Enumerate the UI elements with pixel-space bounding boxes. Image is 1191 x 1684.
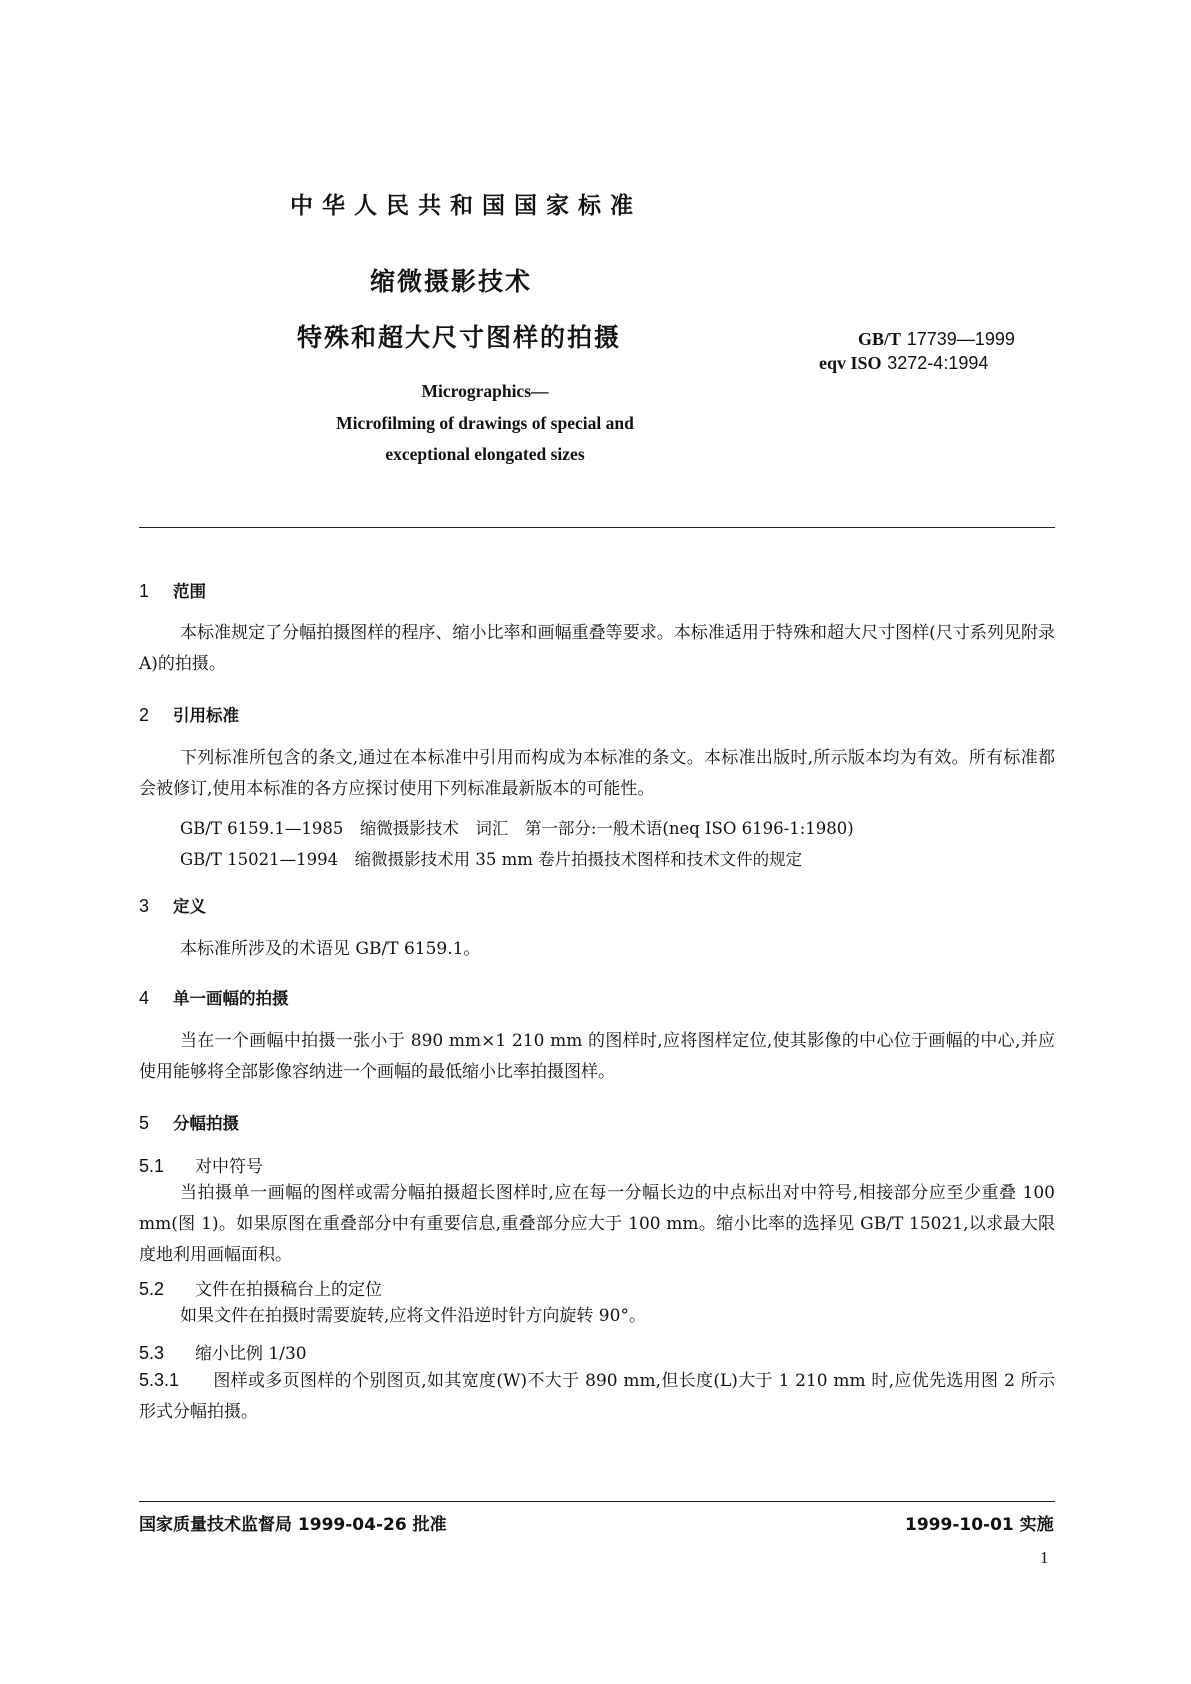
subsection-title: 对中符号 xyxy=(195,1157,263,1177)
standard-code-prefix: GB/T xyxy=(858,329,902,349)
reference-standard-1: GB/T 6159.1—1985 缩微摄影技术 词汇 第一部分:一般术语(neq ISO 6196-1:1980) xyxy=(180,819,854,838)
section-4-heading xyxy=(139,985,289,1009)
document-title-line1: 缩微摄影技术 xyxy=(370,267,533,296)
subsection-text: 图样或多页图样的个别图页,如其宽度(W)不大于 890 mm,但长度(L)大于 1 210 mm 时,应优先选用图 2 所示形式分幅拍摄。 xyxy=(139,1371,1055,1422)
section-title: 定义 xyxy=(173,897,206,916)
section-2-paragraph: 下列标准所包含的条文,通过在本标准中引用而构成为本标准的条文。本标准出版时,所示版本均为有效。所有标准都会被修订,使用本标准的各方应探讨使用下列标准最新版本的可能性。 xyxy=(139,748,1055,799)
section-1-heading xyxy=(139,578,206,602)
subsection-5-3-heading xyxy=(139,1339,307,1364)
english-title-line2: Microfilming of drawings of special and xyxy=(336,413,634,433)
subsection-5-2-paragraph: 如果文件在拍摄时需要旋转,应将文件沿逆时针方向旋转 90°。 xyxy=(180,1306,646,1326)
header-divider xyxy=(139,527,1055,528)
effective-date: 1999-10-01 实施 xyxy=(905,1515,1054,1535)
section-title: 分幅拍摄 xyxy=(173,1114,239,1133)
equivalent-code xyxy=(819,353,988,374)
section-title: 引用标准 xyxy=(173,706,239,725)
equivalent-code-prefix: eqv ISO xyxy=(819,353,882,373)
english-title-line1: Micrographics— xyxy=(421,381,549,401)
section-title: 范围 xyxy=(173,582,206,601)
section-number: 3 xyxy=(139,896,150,916)
section-3-heading xyxy=(139,893,206,917)
subsection-5-2-heading xyxy=(139,1275,382,1300)
subsection-number: 5.2 xyxy=(139,1279,165,1299)
footer-divider xyxy=(139,1501,1055,1502)
section-number: 1 xyxy=(139,581,150,601)
approval-date: 国家质量技术监督局 1999-04-26 批准 xyxy=(139,1515,447,1535)
section-number: 4 xyxy=(139,988,150,1008)
subsection-5-1-heading xyxy=(139,1152,263,1177)
national-standard-heading: 中华人民共和国国家标准 xyxy=(290,193,642,219)
equivalent-code-number: 3272-4:1994 xyxy=(887,353,989,373)
section-3-paragraph: 本标准所涉及的术语见 GB/T 6159.1。 xyxy=(180,939,481,959)
subsection-number: 5.3 xyxy=(139,1343,165,1363)
subsection-number: 5.1 xyxy=(139,1156,165,1176)
subsection-title: 文件在拍摄稿台上的定位 xyxy=(195,1280,382,1300)
section-4-paragraph: 当在一个画幅中拍摄一张小于 890 mm×1 210 mm 的图样时,应将图样定位,使其影像的中心位于画幅的中心,并应使用能够将全部影像容纳进一个画幅的最低缩小比率拍摄图样。 xyxy=(139,1031,1055,1082)
section-5-heading xyxy=(139,1110,239,1134)
standard-code xyxy=(858,329,1015,350)
subsection-5-1-paragraph: 当拍摄单一画幅的图样或需分幅拍摄超长图样时,应在每一分幅长边的中点标出对中符号,相接部分应至少重叠 100 mm(图 1)。如果原图在重叠部分中有重要信息,重叠部分应大于 100 mm。缩小比率的选择见 GB/T 15021,以求最大限度地利用画幅面积。 xyxy=(139,1183,1055,1265)
subsection-number: 5.3.1 xyxy=(139,1370,180,1390)
section-title: 单一画幅的拍摄 xyxy=(173,989,289,1008)
section-2-heading xyxy=(139,702,239,726)
subsection-5-3-1-paragraph xyxy=(139,1365,1055,1428)
subsection-title: 缩小比例 1/30 xyxy=(195,1344,307,1364)
document-title-line2: 特殊和超大尺寸图样的拍摄 xyxy=(297,323,622,352)
section-1-paragraph: 本标准规定了分幅拍摄图样的程序、缩小比率和画幅重叠等要求。本标准适用于特殊和超大尺寸图样(尺寸系列见附录A)的拍摄。 xyxy=(139,623,1055,674)
section-number: 2 xyxy=(139,705,150,725)
section-number: 5 xyxy=(139,1113,150,1133)
page-number: 1 xyxy=(1040,1548,1049,1567)
standard-code-number: 17739—1999 xyxy=(906,329,1015,349)
reference-standard-2: GB/T 15021—1994 缩微摄影技术用 35 mm 卷片拍摄技术图样和技术文件的规定 xyxy=(180,850,803,869)
english-title-line3: exceptional elongated sizes xyxy=(385,444,585,464)
